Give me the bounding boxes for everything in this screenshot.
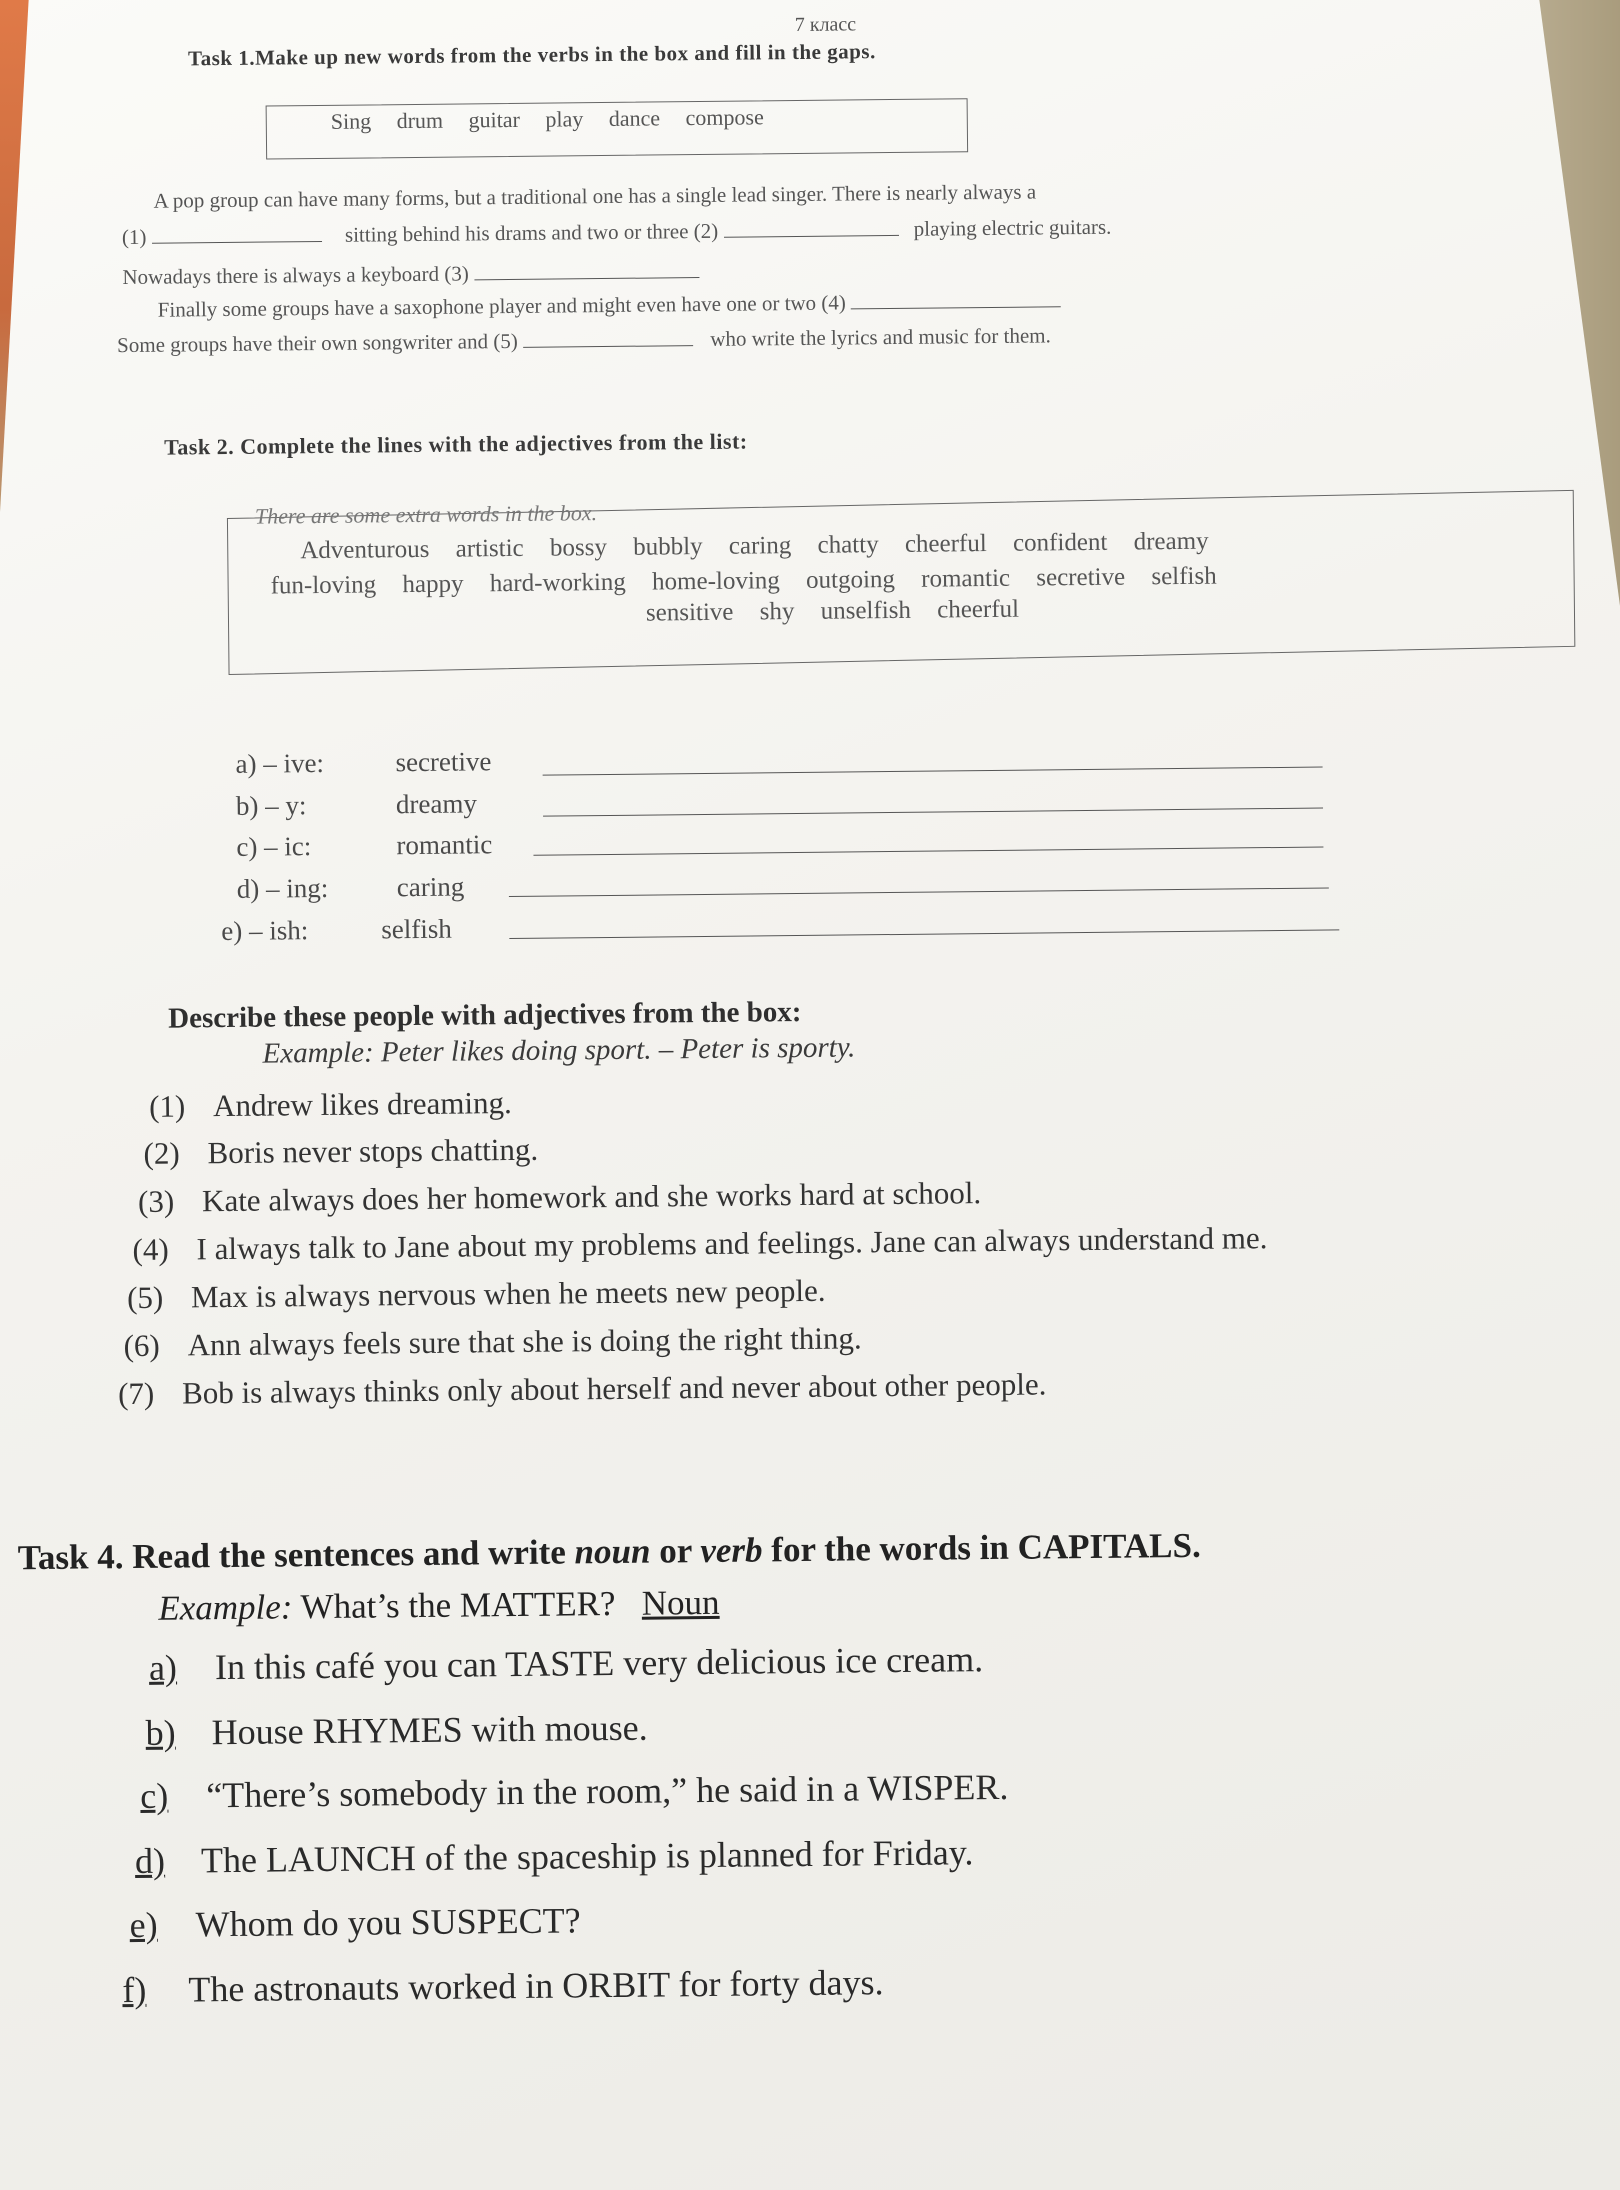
suffix-line-c [236, 829, 492, 863]
describe-item-2 [143, 1132, 538, 1172]
task1-line-2 [122, 215, 1112, 250]
box-word: play [545, 106, 584, 132]
box-word: dance [608, 105, 661, 131]
item-text: House RHYMES with mouse. [211, 1707, 648, 1753]
title-part: Task 4. Read the sentences and write [17, 1532, 575, 1578]
describe-item-5 [127, 1273, 826, 1316]
item-text: In this café you can TASTE very delicious ice cream. [214, 1639, 984, 1688]
item-text: Ann always feels sure that she is doing the right thing. [187, 1320, 862, 1363]
item-letter: c) [140, 1775, 169, 1816]
describe-item-7 [118, 1366, 1047, 1412]
item-text: I always talk to Jane about my problems and feelings. Jane can always understand me. [196, 1220, 1268, 1267]
title-verb: verb [700, 1530, 763, 1571]
item-letter: e) [129, 1904, 158, 1946]
gap-1-blank[interactable] [152, 241, 322, 244]
task4-item-f [122, 1961, 884, 2011]
describe-item-6 [123, 1320, 861, 1364]
task4-item-b [145, 1707, 647, 1754]
box-word: drum [396, 107, 444, 134]
adjective-row-2: fun-loving happy hard-working home-loving outgoing romantic secretive selfish [270, 562, 1217, 600]
example-label: Example: [158, 1587, 293, 1628]
item-number: (1) [148, 1088, 186, 1124]
gap-4-blank[interactable] [851, 306, 1061, 309]
suffix-line-e [221, 914, 452, 947]
task1-line-3 [122, 259, 699, 290]
item-text: The astronauts worked in ORBIT for forty days. [188, 1962, 884, 2010]
title-noun: noun [574, 1531, 651, 1572]
suffix-label: d) – ing: [236, 872, 329, 904]
item-text: Max is always nervous when he meets new people. [190, 1272, 826, 1315]
task4-example [158, 1583, 720, 1629]
item-number: (2) [143, 1135, 180, 1171]
adjective-row-3: sensitive shy unselfish cheerful [645, 595, 1020, 627]
adjective-row-1: Adventurous artistic bossy bubbly caring chatty cheerful confident dreamy [300, 527, 1209, 565]
task1-text: playing electric guitars. [913, 214, 1112, 241]
item-text: Bob is always thinks only about herself and never about other people. [181, 1366, 1047, 1411]
item-text: Kate always does her homework and she works hard at school. [201, 1175, 982, 1219]
suffix-label: c) – ic: [236, 831, 312, 862]
suffix-line-d [237, 872, 465, 905]
task4-item-d [135, 1831, 974, 1882]
suffix-line-b [236, 788, 477, 822]
suffix-answer: secretive [395, 746, 492, 778]
item-text: Andrew likes dreaming. [212, 1085, 512, 1124]
task1-text: Finally some groups have a saxophone player and might even have one or two (4) [157, 290, 846, 322]
item-number: (5) [126, 1279, 164, 1316]
task1-text: Some groups have their own songwriter and (5) [116, 328, 518, 358]
suffix-answer: romantic [396, 829, 493, 861]
describe-item-3 [138, 1175, 981, 1220]
item-text: The LAUNCH of the spaceship is planned for Friday. [200, 1832, 974, 1881]
suffix-answer: dreamy [395, 788, 478, 820]
grade-label: 7 класс [794, 13, 857, 37]
suffix-blank-a[interactable] [543, 767, 1323, 776]
gap-3-blank[interactable] [474, 277, 699, 280]
gap-number: (1) [121, 224, 147, 250]
suffix-answer: caring [396, 871, 465, 903]
suffix-blank-e[interactable] [509, 929, 1339, 939]
describe-item-4 [132, 1220, 1267, 1268]
task1-line-5 [117, 323, 1051, 358]
task1-text: who write the lyrics and music for them. [710, 323, 1051, 351]
item-number: (4) [132, 1231, 169, 1268]
suffix-label: a) – ive: [235, 747, 325, 779]
item-text: Boris never stops chatting. [207, 1131, 539, 1171]
suffix-blank-c[interactable] [533, 847, 1323, 856]
item-number: (6) [123, 1327, 160, 1364]
task4-title [18, 1526, 1201, 1578]
gap-5-blank[interactable] [523, 345, 693, 348]
item-number: (7) [117, 1375, 155, 1412]
item-text: Whom do you SUSPECT? [195, 1900, 581, 1945]
gap-2-blank[interactable] [724, 235, 899, 238]
task4-item-a [149, 1638, 984, 1689]
item-letter: a) [148, 1647, 178, 1688]
describe-example: Example: Peter likes doing sport. – Peter is sporty. [262, 1031, 856, 1070]
item-text: “There’s somebody in the room,” he said in a WISPER. [206, 1766, 1009, 1816]
box-word: guitar [468, 106, 521, 133]
example-answer: Noun [641, 1582, 720, 1623]
suffix-label: b) – y: [235, 790, 307, 821]
task1-word-list [331, 104, 764, 135]
item-letter: d) [134, 1840, 166, 1882]
box-word: Sing [330, 108, 372, 134]
task1-line-4 [158, 288, 1062, 322]
task4-item-c [140, 1766, 1009, 1817]
item-letter: b) [145, 1712, 176, 1753]
task2-note: There are some extra words in the box. [254, 500, 598, 529]
task1-title: Task 1.Make up new words from the verbs in the box and fill in the gaps. [187, 39, 876, 71]
item-number: (3) [137, 1183, 175, 1219]
task1-text: Nowadays there is always a keyboard (3) [122, 261, 469, 290]
task4-item-e [129, 1899, 580, 1946]
suffix-answer: selfish [381, 913, 452, 945]
describe-item-1 [149, 1085, 512, 1125]
box-word: compose [685, 104, 764, 131]
suffix-line-a [235, 746, 491, 780]
title-part: or [650, 1531, 701, 1571]
suffix-blank-d[interactable] [509, 887, 1329, 897]
suffix-label: e) – ish: [221, 915, 309, 947]
task1-line-1: A pop group can have many forms, but a traditional one has a single lead singer. There is nearly always a [153, 179, 1037, 213]
task1-text: sitting behind his drams and two or three (2) [344, 218, 719, 247]
suffix-blank-b[interactable] [543, 808, 1323, 817]
example-text: What’s the MATTER? [292, 1583, 616, 1627]
describe-title: Describe these people with adjectives from the box: [167, 995, 802, 1035]
task2-title: Task 2. Complete the lines with the adjectives from the list: [164, 428, 748, 460]
item-letter: f) [122, 1969, 147, 2011]
title-part: for the words in CAPITALS. [762, 1525, 1201, 1570]
